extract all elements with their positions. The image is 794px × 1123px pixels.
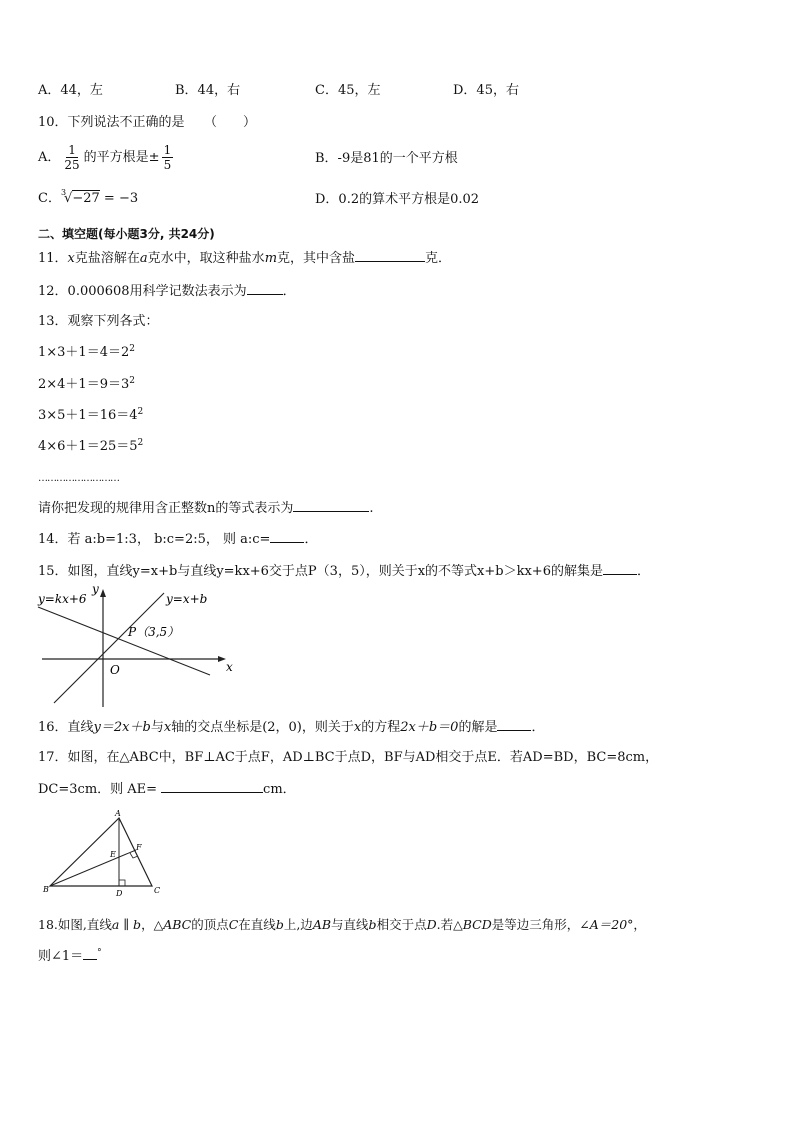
q18-text: 18.如图,直线 [38,917,112,932]
q17-text: cm． [263,782,296,797]
q9-option-d: D．45，右 [453,83,519,98]
q16-text: 与 [150,720,164,735]
q11-var-x: x [67,251,75,266]
q16 [38,718,544,737]
q11-text: 克盐溶解在 [74,251,140,266]
q13-answer-blank[interactable] [293,499,369,512]
q13-stem: 13．观察下列各式： [38,314,159,329]
q11-text: 克水中，取这种盐水 [147,251,265,266]
q18-math: ∠A＝20° [579,917,634,932]
q13-row-exponent: 2 [129,376,135,386]
fraction-denominator: 25 [64,158,80,172]
q17-answer-blank[interactable] [161,780,263,793]
q16-var-x: x [353,720,362,735]
q13-row-text: 4×6＋1＝25＝5 [38,439,138,454]
q16-var-x: x [163,720,172,735]
q13-row-text: 3×5＋1＝16＝4 [38,408,138,423]
q13-row-2 [38,376,135,394]
q12 [38,282,296,301]
q12-text: ． [282,284,296,299]
q9-option-a: A．44，左 [38,83,103,98]
q18-text: 上,边 [283,917,313,932]
q10-a-fraction-2 [162,143,174,172]
line-x-plus-b [54,593,164,703]
q18-text: 则∠1＝ [38,949,84,964]
q16-text: 的解是 [458,720,498,735]
q13-ask-text: 请你把发现的规律用含正整数n的等式表示为 [38,501,294,516]
label-line-x-plus-b: y=x+b [166,592,208,606]
q18-text: 的顶点 [191,917,229,932]
parallel-symbol: ∥ [119,917,134,932]
q18-var: b [368,917,377,932]
q12-answer-blank[interactable] [247,282,283,295]
q9-option-c: C．45，左 [315,83,381,98]
q18-text: .若 [436,917,454,932]
q15-answer-blank[interactable] [603,562,637,575]
q13-ask [38,499,374,518]
q10-option-d: D．0.2的算术平方根是0.02 [315,192,480,207]
y-axis-arrow-icon [100,589,106,597]
q18-text: 相交于点 [376,917,427,932]
q16-text: ． [531,720,545,735]
q15-text: 15．如图，直线y=x+b与直线y=kx+6交于点P（3，5），则关于x的不等式x+b＞kx+6的解集是 [38,564,603,579]
q10-option-a [38,140,175,176]
q15-figure [30,583,250,713]
q10-c-radicand: −27 [72,191,100,206]
q18-var: b [133,917,142,932]
q18-answer-blank[interactable] [83,947,97,960]
q13-row-text: 1×3＋1＝4＝2 [38,345,130,360]
q13-row-1 [38,344,135,362]
q13-row-exponent: 2 [129,344,135,354]
q11-number: 11． [38,251,68,266]
q11 [38,249,451,268]
q13-row-exponent: 2 [137,407,144,417]
label-d: D [116,889,123,898]
q14 [38,530,317,549]
fraction-denominator: 5 [163,158,172,172]
q17-line-1: 17．如图，在△ABC中，BF⊥AC于点F，AD⊥BC于点D，BF与AD相交于点E．若AD=BD，BC=8cm， [38,750,659,765]
q18-var: D [426,917,437,932]
q18-var: a [111,917,120,932]
q11-text: 克，其中含盐 [277,251,356,266]
q18-text: 在直线 [238,917,276,932]
q18-text: 是等边三角形， [491,917,580,932]
q10-stem: 10．下列说法不正确的是 （ ） [38,115,257,130]
q16-equation-2: 2x＋b＝0 [400,720,459,735]
fraction-numerator: 1 [68,143,76,157]
q18-text: ， [141,917,154,932]
q18-math: △ABC [153,917,192,932]
q16-text: 轴的交点坐标是(2，0)，则关于 [171,720,354,735]
q13-row-3 [38,407,143,425]
q14-text: ． [304,532,318,547]
label-x-axis: x [226,660,233,674]
q11-answer-blank[interactable] [355,249,425,262]
label-origin: O [110,663,120,677]
right-angle-d-icon [119,880,125,886]
q13-row-exponent: 2 [137,438,144,448]
label-c: C [154,886,161,895]
q14-answer-blank[interactable] [270,530,304,543]
q18-var: b [275,917,284,932]
triangle-abc [50,818,152,886]
q9-option-b: B．44，右 [175,83,241,98]
q17-triangle-figure [40,806,170,898]
q16-text: 16．直线 [38,720,94,735]
q11-var-m: m [264,251,278,266]
q17-text: DC=3cm．则 AE= [38,782,158,797]
q13-row-text: 2×4＋1＝9＝3 [38,377,130,392]
q15-text: ． [636,564,650,579]
q14-text: 14．若 a:b=1:3， b:c=2:5， 则 a:c= [38,532,271,547]
label-f: F [136,843,142,852]
q10-a-mid: 的平方根是± [83,150,160,165]
q15 [38,562,650,581]
q10-option-c [38,190,138,208]
q10-c-rest: = −3 [99,191,139,206]
q16-answer-blank[interactable] [497,718,531,731]
q13-ellipsis: ……………………… [38,473,119,484]
q12-text: 12．0.000608用科学记数法表示为 [38,284,247,299]
label-line-kx-plus-6: y=kx+6 [38,592,87,606]
x-axis-arrow-icon [218,656,226,662]
label-b: B [43,885,49,894]
q10-c-root-index: 3 [60,188,67,197]
label-e: E [110,850,116,859]
q11-text: 克． [425,251,452,266]
label-a: A [115,809,121,818]
degree-symbol: ° [97,948,102,958]
label-y-axis: y [92,583,99,596]
q16-text: 的方程 [361,720,401,735]
q18-text: 与直线 [331,917,369,932]
q10-option-b: B．-9是81的一个平方根 [315,151,458,166]
q13-row-4 [38,438,143,456]
q18-var: C [228,917,239,932]
section-heading: 二、填空题(每小题3分, 共24分) [38,227,215,241]
label-point-p: P（3,5） [128,625,180,639]
q18-line-1 [38,916,646,934]
q18-var: AB [312,917,332,932]
radical-sign-icon: √ [64,191,73,206]
line-kx-plus-6 [38,607,210,675]
q17-line-2 [38,780,296,799]
q13-end: . [369,501,374,516]
q16-equation: y＝2x＋b [93,720,151,735]
q11-var-a: a [139,251,148,266]
q10-c-prefix: C． [38,191,61,206]
q18-line-2 [38,947,102,966]
q10-a-fraction-1 [62,143,81,172]
q18-math: △BCD [453,917,492,932]
q10-a-prefix: A． [38,150,61,165]
fraction-numerator: 1 [163,143,172,157]
segment-bf [50,850,136,886]
q18-text: ， [633,917,646,932]
